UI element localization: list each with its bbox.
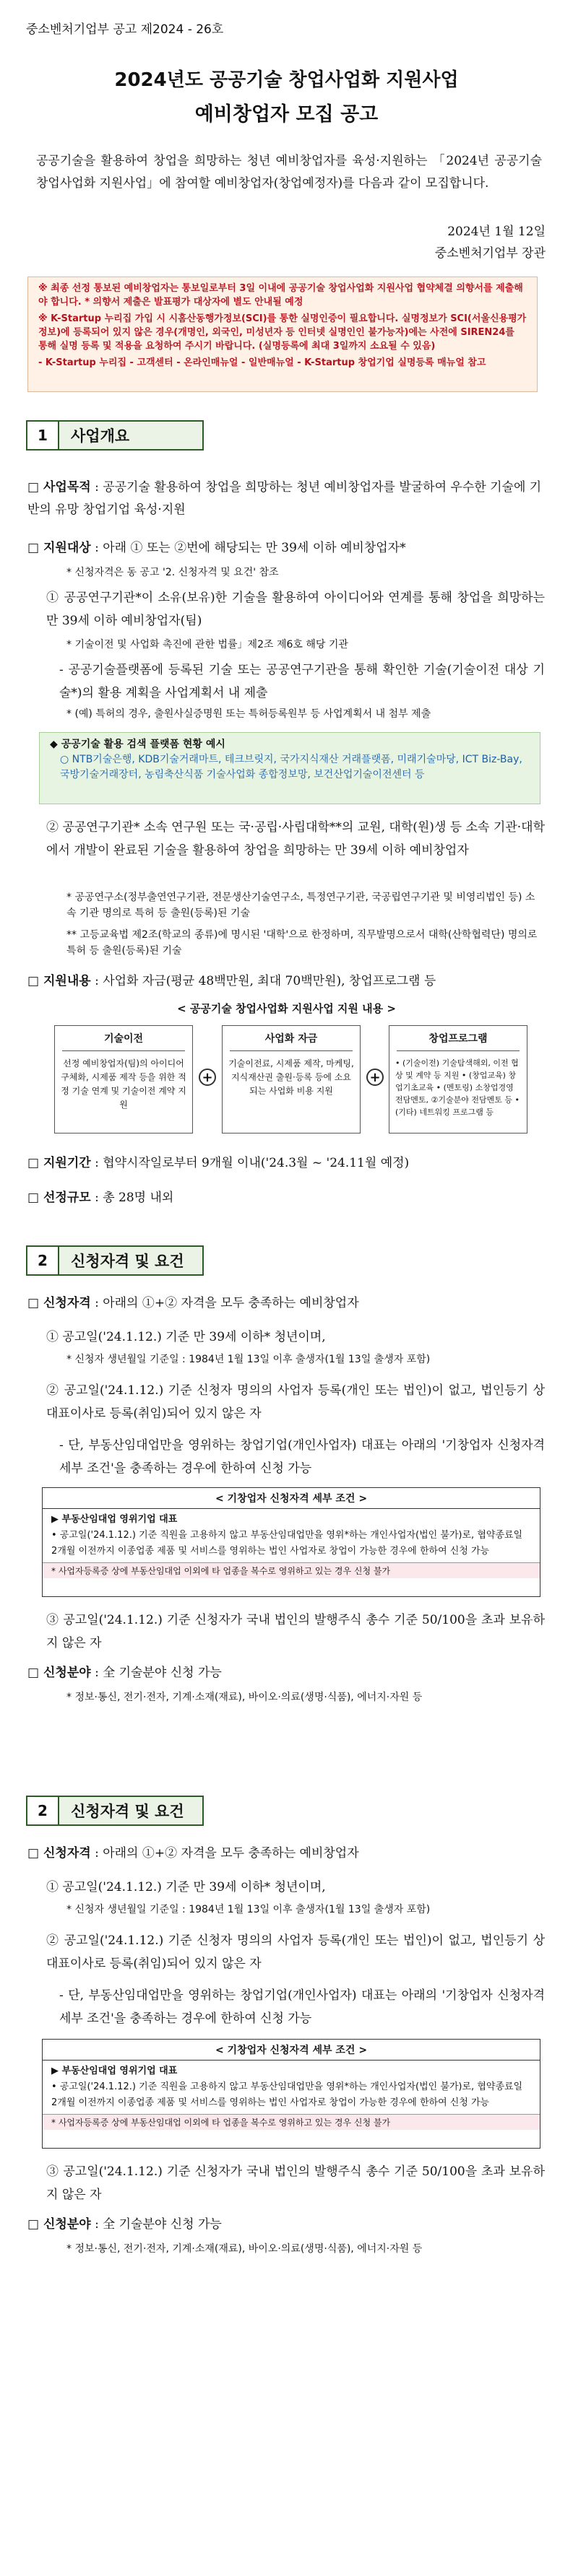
field-note: * 정보·통신, 전기·전자, 기계·소재(재료), 바이오·의료(생명·식품), 에너지·자원 등 [66, 1692, 423, 1703]
scale-label: □ 선정규모 [27, 1191, 91, 1205]
flow-box-head: 기술이전 [62, 1026, 185, 1051]
notice-box [27, 277, 538, 392]
title-line-1: 2024년도 공공기술 창업사업화 지원사업 [114, 69, 459, 91]
target-2-note-2: ** 고등교육법 제2조(학교의 종류)에 명시된 '대학'으로 한정하며, 직무발명으로서 대학(산학협력단) 명의로 특허 등 출원(등록)된 기술 [66, 929, 538, 957]
target-1-dash-note: * (예) 특허의 경우, 출원사실증명원 또는 특허등록원부 등 사업계획서 내 첨부 제출 [66, 708, 431, 720]
purpose-item [27, 477, 543, 521]
flow-box-body: 선정 예비창업자(팀)의 아이디어 구체화, 시제품 제작 등을 위한 적정 기술 연계 및 기술이전 계약 지원 [61, 1058, 186, 1110]
issuer: 중소벤처기업부 장관 [434, 246, 546, 261]
target-item [27, 537, 543, 560]
condition-2: ② 공고일('24.1.12.) 기준 신청자 명의의 사업자 등록(개인 또는 법인)이 없고, 법인등기 상 대표이사로 등록(취임)되어 있지 않은 자 [46, 1933, 545, 1971]
period-item [27, 1152, 543, 1175]
field-label: □ 신청분야 [27, 2217, 91, 2232]
condition-box-heading: < 기창업자 신청자격 세부 조건 > [43, 2040, 540, 2061]
platform-heading: ◆ 공공기술 활용 검색 플랫폼 현황 예시 [50, 739, 225, 750]
section-number: 2 [26, 1796, 59, 1826]
target-label: □ 지원대상 [27, 541, 91, 555]
flow-box-head: 사업화 자금 [230, 1026, 353, 1051]
section-number: 2 [26, 1245, 59, 1276]
notice-line: ※ 최종 선정 통보된 예비창업자는 통보일로부터 3일 이내에 공공기술 창업사업화 지원사업 협약체결 의향서를 제출해야 합니다. * 의향서 제출은 발표평가 대상자에 별도 안내될 예정 [38, 283, 523, 308]
eligibility-item [27, 1292, 543, 1315]
condition-box-text: • 공고일('24.1.12.) 기준 직원을 고용하지 않고 부동산임대업만을 영위*하는 개인사업자(법인 불가)로, 협약종료일 2개월 이전까지 이종업종 제품 및 서비스를 영위하는 법인 사업자로 창업이 가능한 경우에 한하여 신청 가능 [51, 1530, 523, 1557]
flow-box-body: 기술이전료, 시제품 제작, 마케팅, 지식재산권 출원·등록 등에 소요되는 사업화 비용 지원 [228, 1058, 354, 1096]
scale-item [27, 1187, 543, 1209]
condition-3: ③ 공고일('24.1.12.) 기준 신청자가 국내 법인의 발행주식 총수 기준 50/100을 초과 보유하지 않은 자 [46, 2164, 545, 2202]
condition-box-item: ▶ 부동산임대업 영위기업 대표 [51, 1514, 178, 1525]
field-label: □ 신청분야 [27, 1666, 91, 1680]
condition-1-note: * 신청자 생년월일 기준일 : 1984년 1월 13일 이후 출생자(1월 13일 출생자 포함) [66, 1904, 431, 1915]
section-title: 신청자격 및 요건 [59, 1245, 204, 1276]
field-text: : 全 기술분야 신청 가능 [95, 1666, 222, 1680]
condition-box-item: ▶ 부동산임대업 영위기업 대표 [51, 2066, 178, 2076]
target-text: : 아래 ① 또는 ②번에 해당되는 만 39세 이하 예비창업자* [95, 541, 406, 555]
flow-box-funding [222, 1025, 361, 1133]
target-1-dash: - 공공기술플랫폼에 등록된 기술 또는 공공연구기관을 통해 확인한 기술(기술이전 대상 기술*)의 활용 계획을 사업계획서 내 제출 [59, 663, 545, 700]
plus-icon: + [366, 1069, 384, 1086]
intro-paragraph: 공공기술을 활용하여 창업을 희망하는 청년 예비창업자를 육성·지원하는 「2024년 공공기술 창업사업화 지원사업」에 참여할 예비창업자(창업예정자)를 다음과 같이 모집합니다. [36, 154, 542, 191]
condition-1: ① 공고일('24.1.12.) 기준 만 39세 이하* 청년이며, [46, 1330, 326, 1344]
eligibility-label: □ 신청자격 [27, 1296, 91, 1310]
condition-3: ③ 공고일('24.1.12.) 기준 신청자가 국내 법인의 발행주식 총수 기준 50/100을 초과 보유하지 않은 자 [46, 1613, 545, 1650]
scale-text: : 총 28명 내외 [95, 1191, 174, 1205]
document-number: 중소벤처기업부 공고 제2024 - 26호 [26, 22, 224, 37]
condition-1-note: * 신청자 생년월일 기준일 : 1984년 1월 13일 이후 출생자(1월 13일 출생자 포함) [66, 1354, 431, 1365]
platform-list: ○ NTB기술은행, KDB기술거래마트, 테크브릿지, 국가지식재산 거래플랫폼, 미래기술마당, ICT Biz-Bay, 국방기술거래장터, 농림축산식품 기술사업화 종합정보망, 보건산업기술이전센터 등 [60, 754, 522, 780]
section-2-header [26, 1243, 204, 1278]
section-1-header [26, 418, 204, 453]
target-2-note-1: * 공공연구소(정부출연연구기관, 전문생산기술연구소, 특정연구기관, 국공립연구기관 및 비영리법인 등) 소속 기관 명의로 특허 등 출원(등록)된 기술 [66, 892, 535, 919]
content-text: : 사업화 자금(평균 48백만원, 최대 70백만원), 창업프로그램 등 [95, 974, 436, 988]
target-2: ② 공공연구기관* 소속 연구원 또는 국·공립·사립대학**의 교원, 대학(원)생 등 소속 기관·대학에서 개발이 완료된 기술을 활용하여 창업을 희망하는 만 39세 이하 예비창업자 [46, 820, 545, 858]
plus-icon: + [199, 1069, 216, 1086]
condition-detail-box [42, 2039, 540, 2149]
condition-box-warning: * 사업자등록증 상에 부동산임대업 이외에 타 업종을 복수로 영위하고 있는 경우 신청 불가 [43, 1562, 540, 1578]
title-line-2: 예비창업자 모집 공고 [194, 103, 379, 126]
condition-2-dash: - 단, 부동산임대업만을 영위하는 창업기업(개인사업자) 대표는 아래의 '기창업자 신청자격 세부 조건'을 충족하는 경우에 한하여 신청 가능 [59, 1438, 545, 1476]
flow-box-tech-transfer [54, 1025, 193, 1133]
condition-detail-box [42, 1487, 540, 1597]
condition-box-body [43, 2061, 540, 2114]
section-2-header-repeat [26, 1793, 204, 1828]
condition-box-body [43, 1509, 540, 1562]
flow-box-head: 창업프로그램 [397, 1026, 520, 1051]
field-item [27, 2214, 543, 2236]
flow-title: < 공공기술 창업사업화 지원사업 지원 내용 > [177, 1002, 396, 1015]
content-label: □ 지원내용 [27, 974, 91, 988]
eligibility-text: : 아래의 ①+② 자격을 모두 충족하는 예비창업자 [95, 1296, 359, 1310]
section-number: 1 [26, 420, 59, 451]
field-note: * 정보·통신, 전기·전자, 기계·소재(재료), 바이오·의료(생명·식품), 에너지·자원 등 [66, 2243, 423, 2255]
support-flow [54, 1025, 527, 1141]
period-label: □ 지원기간 [27, 1156, 91, 1170]
target-1: ① 공공연구기관*이 소유(보유)한 기술을 활용하여 아이디어와 연계를 통해 창업을 희망하는 만 39세 이하 예비창업자(팀) [46, 591, 545, 628]
target-1-note: * 기술이전 및 사업화 촉진에 관한 법률」제2조 제6호 해당 기관 [66, 639, 348, 650]
issue-date: 2024년 1월 12일 [447, 225, 546, 239]
platform-box [39, 732, 540, 804]
condition-box-heading: < 기창업자 신청자격 세부 조건 > [43, 1488, 540, 1509]
eligibility-item [27, 1842, 543, 1865]
section-title: 사업개요 [59, 420, 204, 451]
notice-line: - K-Startup 누리집 - 고객센터 - 온라인매뉴얼 - 일반매뉴얼 - K-Startup 창업기업 실명등록 매뉴얼 참고 [38, 357, 486, 368]
condition-2: ② 공고일('24.1.12.) 기준 신청자 명의의 사업자 등록(개인 또는 법인)이 없고, 법인등기 상 대표이사로 등록(취임)되어 있지 않은 자 [46, 1383, 545, 1421]
notice-line: ※ K-Startup 누리집 가입 시 시홈산동행가정보(SCI)를 통한 실명인증이 필요합니다. 실명정보가 SCI(서울신용평가정보)에 등록되어 있지 않은 경우(개명인, 외국인, 미성년자 등 인터넷 실명인인 불가능자)에는 사전에 SIREN24를 통해 실명 등록 및 적용을 요청하여 주시기 바랍니다. (실명등록에 최대 3일까지 소요될 수 있음) [38, 313, 527, 352]
condition-box-warning: * 사업자등록증 상에 부동산임대업 이외에 타 업종을 복수로 영위하고 있는 경우 신청 불가 [43, 2114, 540, 2130]
eligibility-text: : 아래의 ①+② 자격을 모두 충족하는 예비창업자 [95, 1846, 359, 1861]
condition-1: ① 공고일('24.1.12.) 기준 만 39세 이하* 청년이며, [46, 1880, 326, 1894]
condition-2-dash: - 단, 부동산임대업만을 영위하는 창업기업(개인사업자) 대표는 아래의 '기창업자 신청자격 세부 조건'을 충족하는 경우에 한하여 신청 가능 [59, 1988, 545, 2026]
content-item [27, 970, 543, 993]
flow-box-body: • (기술이전) 기술탐색해외, 이전 협상 및 계약 등 지원 • (창업교육) 창업기초교육 • (멘토링) 소창업경영 전담멘토, ②기술분야 전담멘토 등 • (기타) 네트워킹 프로그램 등 [395, 1058, 520, 1117]
target-note: * 신청자격은 동 공고 '2. 신청자격 및 요건' 참조 [66, 567, 279, 578]
section-title: 신청자격 및 요건 [59, 1796, 204, 1826]
field-item [27, 1662, 543, 1684]
purpose-label: □ 사업목적 [27, 480, 91, 495]
issue-date-block [435, 221, 546, 264]
eligibility-label: □ 신청자격 [27, 1846, 91, 1861]
period-text: : 협약시작일로부터 9개월 이내('24.3월 ~ '24.11월 예정) [95, 1156, 410, 1170]
purpose-text: : 공공기술 활용하여 창업을 희망하는 청년 예비창업자를 발굴하여 우수한 기술에 기반의 유망 창업기업 육성·지원 [27, 480, 542, 517]
flow-box-program [389, 1025, 527, 1133]
field-text: : 全 기술분야 신청 가능 [95, 2217, 222, 2232]
condition-box-text: • 공고일('24.1.12.) 기준 직원을 고용하지 않고 부동산임대업만을 영위*하는 개인사업자(법인 불가)로, 협약종료일 2개월 이전까지 이종업종 제품 및 서비스를 영위하는 법인 사업자로 창업이 가능한 경우에 한하여 신청 가능 [51, 2081, 523, 2108]
